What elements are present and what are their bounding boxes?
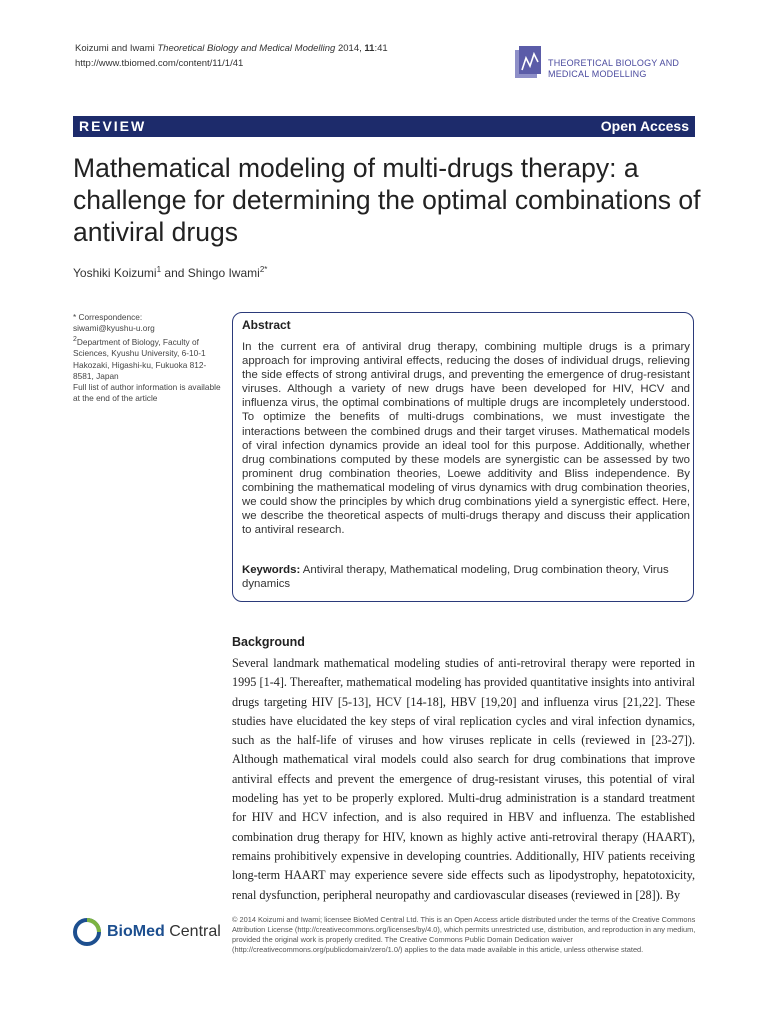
journal-logo — [512, 44, 700, 84]
background-heading: Background — [232, 635, 305, 649]
article-type-label: REVIEW — [79, 118, 147, 134]
affiliation — [73, 334, 223, 382]
author-separator: and — [161, 266, 188, 280]
affiliation-text: Department of Biology, Faculty of Sciences, Kyushu University, 6-10-1 Hakozaki, Higashi-ku, Fukuoka 812-8581, Japan — [73, 337, 207, 381]
correspondence-sidebar — [73, 312, 223, 404]
citation-pages: :41 — [374, 43, 388, 54]
author-list — [73, 265, 267, 280]
author-affiliation-marker: 1 — [156, 265, 162, 274]
citation-journal: Theoretical Biology and Medical Modelling — [157, 43, 336, 54]
journal-logo-line1: THEORETICAL BIOLOGY AND — [548, 58, 680, 68]
article-type-banner — [73, 116, 695, 137]
license-text: © 2014 Koizumi and Iwami; licensee BioMed Central Ltd. This is an Open Access article distributed under the terms of the Creative Commons Attribution License (http://creativecommons.org/licenses/by/4.0), which permits unrestricted use, distribution, and reproduction in any medium, provided the original work is properly credited. The Creative Commons Public Domain Dedication waiver (http://creativecommons.org/publicdomain/zero/1.0/) applies to the data made available in this article, unless otherwise stated. — [232, 915, 696, 955]
citation-header — [75, 41, 435, 71]
author-affiliation-marker: 2* — [259, 265, 268, 274]
biomed-logo-bold: BioMed — [107, 923, 165, 940]
correspondence-label: * Correspondence: — [73, 312, 143, 322]
open-access-label: Open Access — [600, 118, 689, 134]
keywords — [242, 563, 690, 591]
biomed-logo-rest: Central — [164, 923, 221, 940]
abstract-heading: Abstract — [242, 318, 291, 332]
author-name[interactable]: Yoshiki Koizumi — [73, 266, 157, 280]
keywords-label: Keywords: — [242, 564, 301, 576]
affiliation-marker: 2 — [73, 336, 77, 344]
article-title: Mathematical modeling of multi-drugs therapy: a challenge for determining the optimal combinations of antiviral drugs — [73, 153, 701, 247]
journal-logo-icon — [512, 44, 542, 80]
correspondence-email[interactable]: siwami@kyushu-u.org — [73, 323, 155, 334]
biomed-logo-text — [107, 923, 221, 941]
author-info-note: Full list of author information is available at the end of the article — [73, 381, 221, 404]
journal-logo-text — [548, 58, 679, 80]
journal-logo-line2: MEDICAL MODELLING — [548, 69, 647, 79]
citation-year: 2014, — [335, 43, 365, 54]
abstract-box — [232, 312, 694, 602]
biomed-central-logo — [73, 915, 223, 951]
article-url[interactable]: http://www.tbiomed.com/content/11/1/41 — [75, 58, 244, 69]
citation-volume: 11 — [364, 43, 375, 54]
background-body: Several landmark mathematical modeling studies of anti-retroviral therapy were reported in 1995 [1-4]. Thereafter, mathematical modeling has provided quantitative insights into antiviral drugs targeting HIV [5-13], HCV [14-18], HBV [19,20] and influenza virus [21,22]. These studies have elucidated the key steps of viral replication cycles and viral infection dynamics, such as the half-life of viruses and how viruses replicate in cells (reviewed in [23-27]). Although mathematical viral models could also search for drug combinations that improve antiviral effects and prevent the emergence of drug-resistant viruses, this potential of viral modeling has yet to be properly explored. Multi-drug administration is a standard treatment for HIV and HCV infection, and is also required in HBV and influenza. The established combination drug therapy for HIV, known as highly active anti-retroviral therapy (HAART), remains prohibitively expensive in developing countries. Additionally, HIV patients receiving long-term HAART may experience severe side effects such as lipodystrophy, hepatotoxicity, renal dysfunction, peripheral neuropathy and cardiovascular diseases (reviewed in [28]). By — [232, 656, 695, 902]
abstract-body: In the current era of antiviral drug therapy, combining multiple drugs is a primary approach for improving antiviral effects, reducing the doses of individual drugs, relieving the side effects of strong antiviral drugs, and preventing the emergence of drug-resistant viruses. Although a variety of new drugs have been developed for HIV, HCV and influenza virus, the optimal combinations of multiple drugs are incompletely understood. To optimize the benefits of multi-drugs combinations, we must investigate the interactions between the combined drugs and their target viruses. Mathematical models of viral infection dynamics provide an ideal tool for this purpose. Additionally, whether drug combinations computed by these models are synergistic can be assessed by two prominent drug combination theories, Loewe additivity and Bliss independence. By combining the mathematical modeling of virus dynamics with drug combination theories, we could show the principles by which drug combinations yield a synergistic effect. Here, we describe the theoretical aspects of multi-drugs therapy and discuss their application to antiviral research. — [242, 341, 690, 537]
citation-line — [75, 41, 435, 56]
keywords-text: Antiviral therapy, Mathematical modeling, Drug combination theory, Virus dynamics — [242, 564, 669, 591]
author-name[interactable]: Shingo Iwami — [187, 266, 260, 280]
biomed-logo-icon — [73, 918, 101, 946]
citation-authors: Koizumi and Iwami — [75, 43, 158, 54]
